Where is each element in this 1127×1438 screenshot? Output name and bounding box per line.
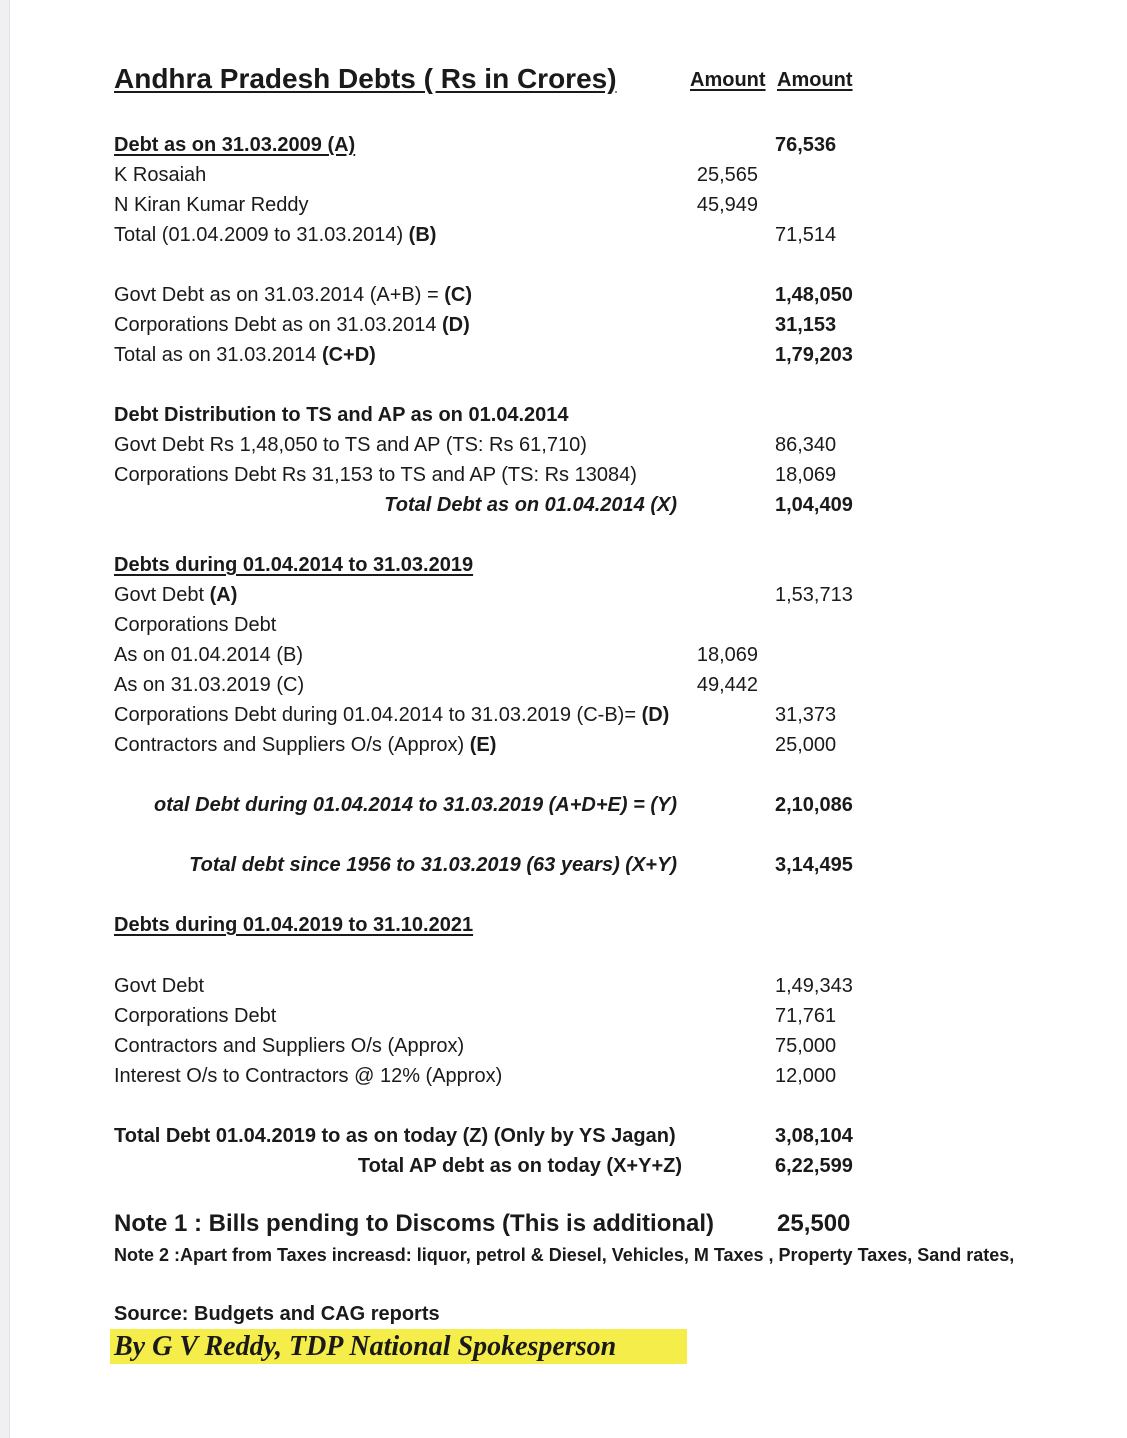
row-label-total-debt-z: Total Debt 01.04.2019 to as on today (Z) (Only by YS Jagan) xyxy=(114,1125,676,1147)
section-heading-debts-2014-2019: Debts during 01.04.2014 to 31.03.2019 xyxy=(114,554,474,576)
amount-govt-debt-a: 1,53,713 xyxy=(775,584,853,606)
row-label-as-on-2014-b: As on 01.04.2014 (B) xyxy=(114,644,304,666)
row-label-contractors-2019: Contractors and Suppliers O/s (Approx) xyxy=(114,1035,465,1057)
row-label-govt-debt-a: Govt Debt (A) xyxy=(114,584,238,606)
amount-corporations-debt-2019: 71,761 xyxy=(775,1005,837,1027)
row-label-interest-contractors: Interest O/s to Contractors @ 12% (Approx) xyxy=(114,1065,503,1087)
amount-total-debt-x: 1,04,409 xyxy=(775,494,853,516)
signature: By G V Reddy, TDP National Spokesperson xyxy=(114,1331,617,1362)
row-label-contractors-e: Contractors and Suppliers O/s (Approx) (E) xyxy=(114,734,497,756)
row-label-as-on-2019-c: As on 31.03.2019 (C) xyxy=(114,674,305,696)
row-label-total-debt-x: Total Debt as on 01.04.2014 (X) xyxy=(384,494,677,516)
amount-total-debt-since-1956: 3,14,495 xyxy=(775,854,853,876)
row-label-total-cd: Total as on 31.03.2014 (C+D) xyxy=(114,344,376,366)
row-label-corporations-debt-distribution: Corporations Debt Rs 31,153 to TS and AP (TS: Rs 13084) xyxy=(114,464,637,486)
page-edge xyxy=(0,0,10,1438)
amount-as-on-2019-c: 49,442 xyxy=(696,674,758,696)
section-heading-debt-distribution: Debt Distribution to TS and AP as on 01.04.2014 xyxy=(114,404,569,426)
page-title: Andhra Pradesh Debts ( Rs in Crores) xyxy=(114,63,617,94)
row-label-corporations-debt-d: Corporations Debt as on 31.03.2014 (D) xyxy=(114,314,470,336)
amount-as-on-2014-b: 18,069 xyxy=(696,644,758,666)
row-label-govt-debt-distribution: Govt Debt Rs 1,48,050 to TS and AP (TS: Rs 61,710) xyxy=(114,434,587,456)
note-1: Note 1 : Bills pending to Discoms (This is additional) xyxy=(114,1210,715,1237)
amount-corporations-debt-during-d: 31,373 xyxy=(775,704,837,726)
amount-note-1: 25,500 xyxy=(777,1210,851,1237)
section-heading-debt-2009: Debt as on 31.03.2009 (A) xyxy=(114,134,356,156)
row-label-total-ap-debt: Total AP debt as on today (X+Y+Z) xyxy=(357,1155,682,1177)
amount-total-debt-y: 2,10,086 xyxy=(775,794,853,816)
amount-govt-debt-distribution: 86,340 xyxy=(775,434,837,456)
amount-contractors-2019: 75,000 xyxy=(775,1035,837,1057)
row-label-total-debt-y: otal Debt during 01.04.2014 to 31.03.2019 (A+D+E) = (Y) xyxy=(154,794,677,816)
amount-k-rosaiah: 25,565 xyxy=(696,164,758,186)
row-label-kiran-kumar-reddy: N Kiran Kumar Reddy xyxy=(114,194,309,216)
amount-corporations-debt-distribution: 18,069 xyxy=(775,464,837,486)
row-label-k-rosaiah: K Rosaiah xyxy=(114,164,207,186)
amount-corporations-debt-d: 31,153 xyxy=(775,314,837,336)
row-label-govt-debt-c: Govt Debt as on 31.03.2014 (A+B) = (C) xyxy=(114,284,472,306)
section-heading-debts-2019-2021: Debts during 01.04.2019 to 31.10.2021 xyxy=(114,914,474,936)
amount-govt-debt-c: 1,48,050 xyxy=(775,284,853,306)
note-2: Note 2 :Apart from Taxes increasd: liquor, petrol & Diesel, Vehicles, M Taxes , Property Taxes, Sand rates, xyxy=(114,1245,1015,1265)
source-line: Source: Budgets and CAG reports xyxy=(114,1303,440,1325)
row-label-total-b: Total (01.04.2009 to 31.03.2014) (B) xyxy=(114,224,437,246)
column-header-amount-1: Amount xyxy=(690,69,766,91)
row-label-corporations-debt-2019: Corporations Debt xyxy=(114,1005,277,1027)
amount-debt-2009: 76,536 xyxy=(775,134,837,156)
amount-interest-contractors: 12,000 xyxy=(775,1065,837,1087)
amount-govt-debt-2019: 1,49,343 xyxy=(775,975,853,997)
row-label-govt-debt-2019: Govt Debt xyxy=(114,975,205,997)
amount-total-b: 71,514 xyxy=(775,224,837,246)
row-label-corporations-debt: Corporations Debt xyxy=(114,614,277,636)
amount-kiran-kumar-reddy: 45,949 xyxy=(696,194,758,216)
amount-total-ap-debt: 6,22,599 xyxy=(775,1155,853,1177)
amount-total-debt-z: 3,08,104 xyxy=(775,1125,853,1147)
row-label-total-debt-since-1956: Total debt since 1956 to 31.03.2019 (63 years) (X+Y) xyxy=(189,854,677,876)
column-header-amount-2: Amount xyxy=(777,69,853,91)
amount-total-cd: 1,79,203 xyxy=(775,344,853,366)
row-label-corporations-debt-d: Corporations Debt during 01.04.2014 to 31.03.2019 (C-B)= (D) xyxy=(114,704,670,726)
amount-contractors-e: 25,000 xyxy=(775,734,837,756)
